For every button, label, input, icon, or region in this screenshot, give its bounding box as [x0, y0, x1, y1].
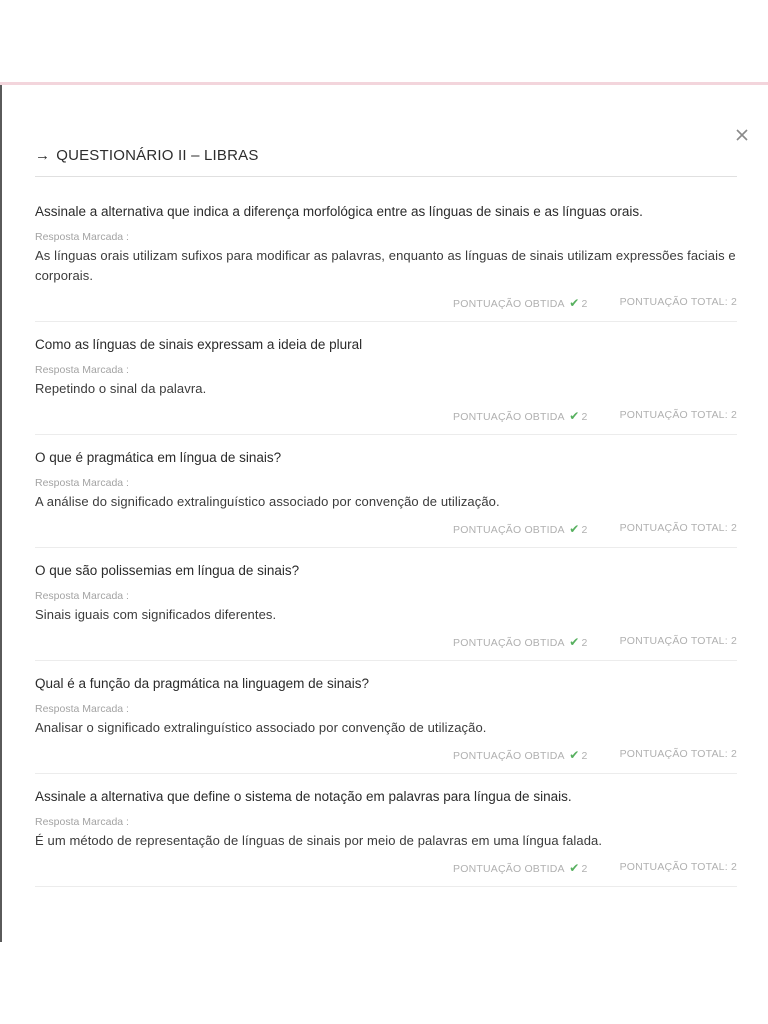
- score-obtained-value: 2: [581, 863, 588, 875]
- check-icon: ✔: [569, 522, 580, 536]
- score-obtained-label: PONTUAÇÃO OBTIDA: [453, 750, 565, 762]
- score-row: [35, 861, 737, 875]
- score-total-label: PONTUAÇÃO TOTAL:: [619, 748, 728, 760]
- answer-label: Resposta Marcada :: [35, 590, 129, 602]
- score-total-label: PONTUAÇÃO TOTAL:: [619, 409, 728, 421]
- score-obtained-label: PONTUAÇÃO OBTIDA: [453, 863, 565, 875]
- score-total-label: PONTUAÇÃO TOTAL:: [619, 861, 728, 873]
- score-row: [35, 635, 737, 649]
- score-total-value: 2: [730, 748, 737, 760]
- score-obtained: [453, 748, 588, 762]
- question-list: [35, 203, 737, 901]
- score-obtained-label: PONTUAÇÃO OBTIDA: [453, 298, 565, 310]
- answer-text: As línguas orais utilizam sufixos para modificar as palavras, enquanto as línguas de sinais utilizam expressões faciais e corporais.: [35, 248, 736, 283]
- question-text: Assinale a alternativa que indica a diferença morfológica entre as línguas de sinais e as línguas orais.: [35, 204, 643, 219]
- score-obtained-label: PONTUAÇÃO OBTIDA: [453, 411, 565, 423]
- score-total: [620, 296, 737, 310]
- title-divider: [35, 176, 737, 177]
- check-icon: ✔: [569, 748, 580, 762]
- score-obtained: [453, 522, 588, 536]
- score-total-label: PONTUAÇÃO TOTAL:: [619, 522, 728, 534]
- question-text: O que são polissemias em língua de sinais?: [35, 563, 300, 578]
- answer-label: Resposta Marcada :: [35, 703, 129, 715]
- answer-text: Sinais iguais com significados diferentes.: [35, 607, 277, 622]
- score-total-value: 2: [730, 522, 737, 534]
- score-row: [35, 409, 737, 423]
- question-text: O que é pragmática em língua de sinais?: [35, 450, 282, 465]
- score-obtained-value: 2: [581, 637, 588, 649]
- score-total-value: 2: [730, 861, 737, 873]
- check-icon: ✔: [569, 296, 580, 310]
- question-block: [35, 562, 737, 661]
- score-obtained-value: 2: [581, 524, 588, 536]
- score-obtained-value: 2: [581, 411, 588, 423]
- score-row: [35, 522, 737, 536]
- score-row: [35, 296, 737, 310]
- score-total-label: PONTUAÇÃO TOTAL:: [619, 296, 728, 308]
- answer-label: Resposta Marcada :: [35, 364, 129, 376]
- question-text: Como as línguas de sinais expressam a ideia de plural: [35, 337, 363, 352]
- score-obtained-value: 2: [581, 750, 588, 762]
- answer-text: Analisar o significado extralinguístico associado por convenção de utilização.: [35, 720, 487, 735]
- score-total-value: 2: [730, 635, 737, 647]
- score-total-value: 2: [730, 296, 737, 308]
- score-obtained-label: PONTUAÇÃO OBTIDA: [453, 524, 565, 536]
- score-total-label: PONTUAÇÃO TOTAL:: [619, 635, 728, 647]
- question-block: [35, 449, 737, 548]
- score-row: [35, 748, 737, 762]
- score-total: [620, 409, 737, 423]
- question-text: Assinale a alternativa que define o sistema de notação em palavras para língua de sinais.: [35, 789, 572, 804]
- modal-title-text: QUESTIONÁRIO II – LIBRAS: [56, 147, 259, 164]
- question-block: [35, 336, 737, 435]
- score-obtained: [453, 296, 588, 310]
- score-obtained: [453, 409, 588, 423]
- score-obtained: [453, 861, 588, 875]
- score-total-value: 2: [730, 409, 737, 421]
- score-total: [620, 748, 737, 762]
- answer-text: É um método de representação de línguas de sinais por meio de palavras em uma língua falada.: [35, 833, 603, 848]
- score-obtained-label: PONTUAÇÃO OBTIDA: [453, 637, 565, 649]
- check-icon: ✔: [569, 635, 580, 649]
- question-block: [35, 788, 737, 887]
- check-icon: ✔: [569, 409, 580, 423]
- score-obtained-value: 2: [581, 298, 588, 310]
- score-obtained: [453, 635, 588, 649]
- arrow-right-icon: →: [35, 147, 51, 164]
- close-icon[interactable]: [734, 127, 750, 143]
- question-block: [35, 675, 737, 774]
- question-block: [35, 203, 737, 322]
- score-total: [620, 861, 737, 875]
- answer-label: Resposta Marcada :: [35, 231, 129, 243]
- check-icon: ✔: [569, 861, 580, 875]
- answer-text: A análise do significado extralinguístico associado por convenção de utilização.: [35, 494, 500, 509]
- score-total: [620, 522, 737, 536]
- modal-title: [35, 147, 259, 164]
- answer-text: Repetindo o sinal da palavra.: [35, 381, 207, 396]
- answer-label: Resposta Marcada :: [35, 477, 129, 489]
- score-total: [620, 635, 737, 649]
- question-text: Qual é a função da pragmática na linguagem de sinais?: [35, 676, 369, 691]
- answer-label: Resposta Marcada :: [35, 816, 129, 828]
- quiz-results-modal: [0, 85, 768, 942]
